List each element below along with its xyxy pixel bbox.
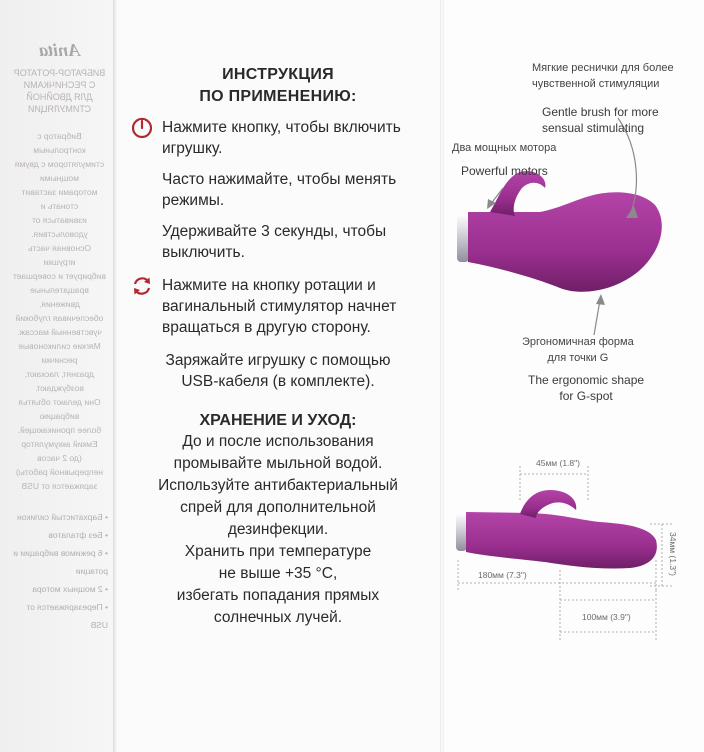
heading-line: ИНСТРУКЦИЯ xyxy=(222,66,334,83)
length-dimension: 180мм (7.3") xyxy=(478,570,527,580)
storage-line: дезинфекции. xyxy=(227,521,329,538)
feature-item: • Бархатистый силикон xyxy=(17,512,108,522)
vibrator-top-image xyxy=(457,171,662,292)
label-line: sensual stimulating xyxy=(542,121,645,135)
subtitle-line: С РЕСНИЧКАМИ xyxy=(23,80,96,90)
label-line: Мягкие реснички для более xyxy=(532,62,674,74)
subtitle-line: ДЛЯ ДВОЙНОЙ СТИМУЛЯЦИИ xyxy=(26,92,93,114)
description-line: обеспечивая глубокий xyxy=(15,313,104,323)
label-line: для точки G xyxy=(547,352,609,364)
storage-line: До и после использования xyxy=(182,433,374,450)
description-line: дразнят, ласкают, возбуждают. xyxy=(24,369,95,393)
label-line: Gentle brush for more xyxy=(542,105,659,119)
feature-item: • 2 мощных мотора xyxy=(32,584,108,594)
off-text: Удерживайте 3 секунды, чтобы выключить. xyxy=(162,223,387,261)
gspot-label-ru xyxy=(522,334,634,366)
label-line: чувственной стимуляции xyxy=(532,78,660,90)
label-line: The ergonomic shape xyxy=(528,373,645,387)
storage-heading: ХРАНЕНИЕ И УХОД: xyxy=(199,412,357,429)
thickness-dimension: 34мм (1.3") xyxy=(668,532,678,576)
feature-item: • Без фталатов xyxy=(48,530,108,540)
heading-line: ПО ПРИМЕНЕНИЮ: xyxy=(199,88,357,105)
lashes-label-en xyxy=(542,104,659,136)
gspot-label-en xyxy=(528,372,644,404)
tip-dimension: 45мм (1.8") xyxy=(536,458,580,468)
storage-line: спрей для дополнительной xyxy=(180,499,376,516)
vibrator-bottom-image xyxy=(456,490,657,569)
description-line: Емкий аккумулятор xyxy=(21,439,98,449)
storage-line: Хранить при температуре xyxy=(184,543,372,560)
storage-line: Используйте антибактериальный xyxy=(158,477,398,494)
description-line: вибрирует и совершает xyxy=(12,271,107,281)
feature-item: • 6 режимов вибрации и ротации xyxy=(13,548,108,576)
subtitle-line: ВИБРАТОР-РОТАТОР xyxy=(13,68,106,78)
description-line: Они делают объятья вибрацию xyxy=(18,397,101,421)
motors-label-en: Powerful motors xyxy=(461,164,548,178)
rotation-text: Нажмите на кнопку ротации и вагинальный стимулятор начнет вращаться в другую сторону. xyxy=(162,277,397,336)
storage-line: не выше +35 °С, xyxy=(218,565,338,582)
motors-label-ru: Два мощных мотора xyxy=(452,142,557,154)
label-line: for G-spot xyxy=(559,389,613,403)
description-line: стимулятором с двумя мощными xyxy=(14,159,105,183)
modes-text: Часто нажимайте, чтобы менять режимы. xyxy=(162,171,397,209)
description-line: вращательные движения, xyxy=(30,285,89,309)
description-line: извиваться от удовольствия. xyxy=(31,215,88,239)
description-line: заряжается от USB xyxy=(21,481,98,491)
storage-line: солнечных лучей. xyxy=(213,609,343,626)
description-line: более проникающей. xyxy=(17,425,102,435)
description-line: моторами заставит стонать и xyxy=(21,187,98,211)
description-line: Мягкие силиконовые реснички xyxy=(18,341,101,365)
description-line: Вибратор с контрольным xyxy=(33,131,86,155)
description-line: (до 2 часов непрерывной работы) xyxy=(15,453,104,477)
power-text: Нажмите кнопку, чтобы включить игрушку. xyxy=(162,119,401,157)
description-line: Основная часть игрушки xyxy=(28,243,91,267)
insertable-dimension: 100мм (3.9") xyxy=(582,612,631,622)
product-name: Anita xyxy=(38,40,81,60)
storage-line: избегать попадания прямых xyxy=(176,587,380,604)
description-line: чувственный массаж. xyxy=(17,327,102,337)
charge-text: Заряжайте игрушку с помощью USB-кабеля (в комплекте). xyxy=(165,352,391,390)
label-line: Эргономичная форма xyxy=(522,336,634,348)
storage-line: промывайте мыльной водой. xyxy=(173,455,383,472)
lashes-label-ru xyxy=(532,60,674,92)
feature-item: • Перезаряжается от USB xyxy=(26,602,108,630)
